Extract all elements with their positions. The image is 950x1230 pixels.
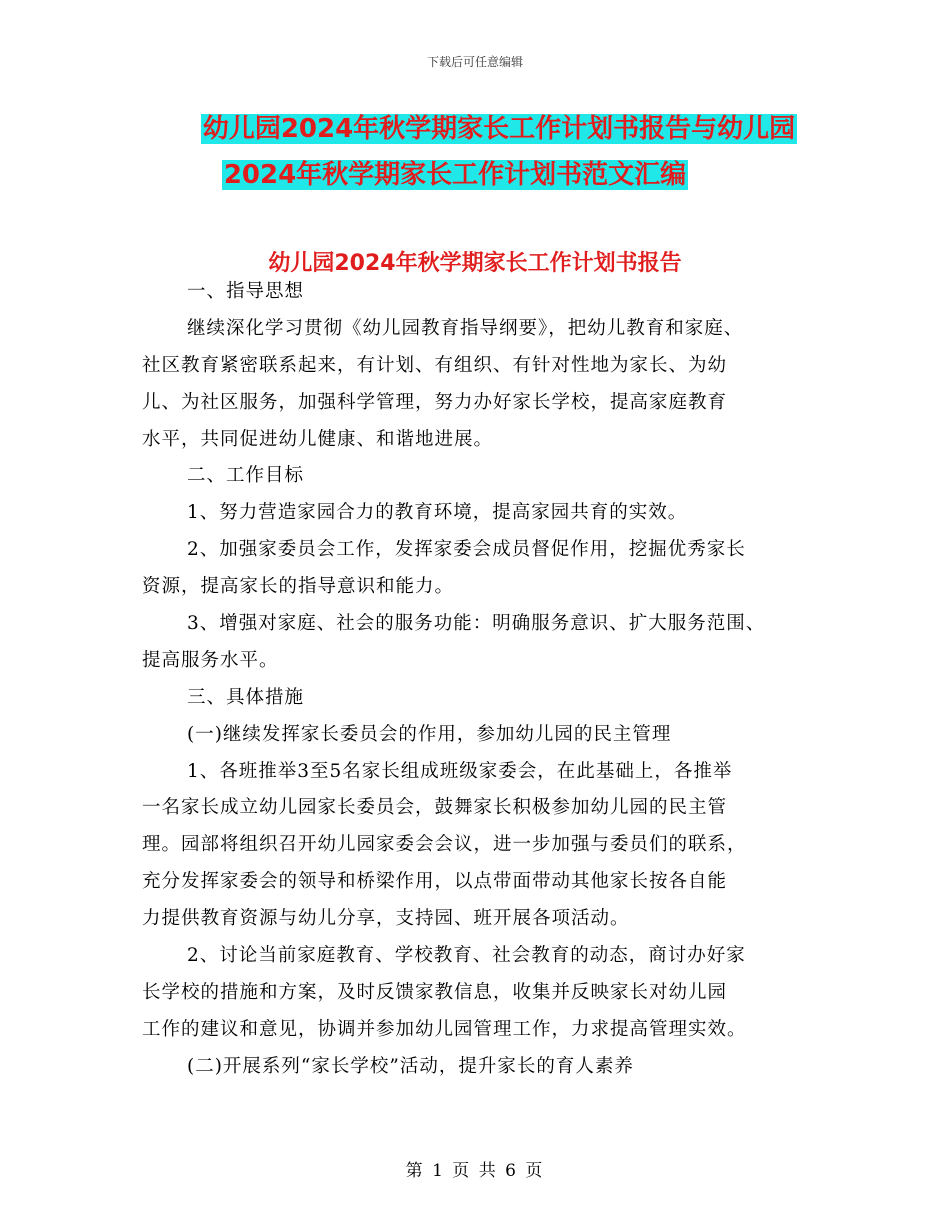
body-line: 1、各班推举3至5名家长组成班级家委会，在此基础上，各推举 [187,760,733,782]
body-line: 3、增强对家庭、社会的服务功能：明确服务意识、扩大服务范围、 [187,613,766,635]
body-line: (二)开展系列“家长学校”活动，提升家长的育人素养 [187,1055,634,1077]
body-line: 理。园部将组织召开幼儿园家委会会议，进一步加强与委员们的联系， [142,834,747,856]
document-title-line-2 [0,156,930,194]
body-line: 2、加强家委员会工作，发挥家委会成员督促作用，挖掘优秀家长 [187,539,746,561]
title-highlight-1: 幼儿园2024年秋学期家长工作计划书报告与幼儿园 [202,114,796,144]
body-line: 力提供教育资源与幼儿分享，支持园、班开展各项活动。 [142,908,630,930]
section-heading: 幼儿园2024年秋学期家长工作计划书报告 [268,251,682,276]
body-line: 充分发挥家委会的领导和桥梁作用，以点带面带动其他家长按各自能 [142,871,728,893]
body-line: 社区教育紧密联系起来，有计划、有组织、有针对性地为家长、为幼 [142,354,728,376]
body-line: 儿、为社区服务，加强科学管理，努力办好家长学校，提高家庭教育 [142,391,728,413]
body-line: 提高服务水平。 [142,649,279,671]
body-line: (一)继续发挥家长委员会的作用，参加幼儿园的民主管理 [187,723,672,745]
body-line: 1、努力营造家园合力的教育环境，提高家园共育的实效。 [187,502,688,524]
body-line: 二、工作目标 [187,465,305,487]
title-highlight-2: 2024年秋学期家长工作计划书范文汇编 [223,160,687,190]
body-line: 一名家长成立幼儿园家长委员会，鼓舞家长积极参加幼儿园的民主管 [142,797,728,819]
body-line: 一、指导思想 [187,281,305,302]
header-note: 下载后可任意编辑 [426,55,523,69]
document-title-line-1 [24,110,950,148]
body-line: 水平，共同促进幼儿健康、和谐地进展。 [142,428,494,450]
body-line: 2、讨论当前家庭教育、学校教育、社会教育的动态，商讨办好家 [187,945,746,967]
body-line: 工作的建议和意见，协调并参加幼儿园管理工作，力求提高管理实效。 [142,1018,747,1040]
document-body [142,274,832,1086]
body-line: 资源，提高家长的指导意识和能力。 [142,576,455,598]
body-line: 长学校的措施和方案，及时反馈家教信息，收集并反映家长对幼儿园 [142,981,728,1003]
body-line: 继续深化学习贯彻《幼儿园教育指导纲要》，把幼儿教育和家庭、 [187,317,744,339]
page-footer: 第 1 页 共 6 页 [405,1161,545,1181]
body-line: 三、具体措施 [187,686,305,708]
